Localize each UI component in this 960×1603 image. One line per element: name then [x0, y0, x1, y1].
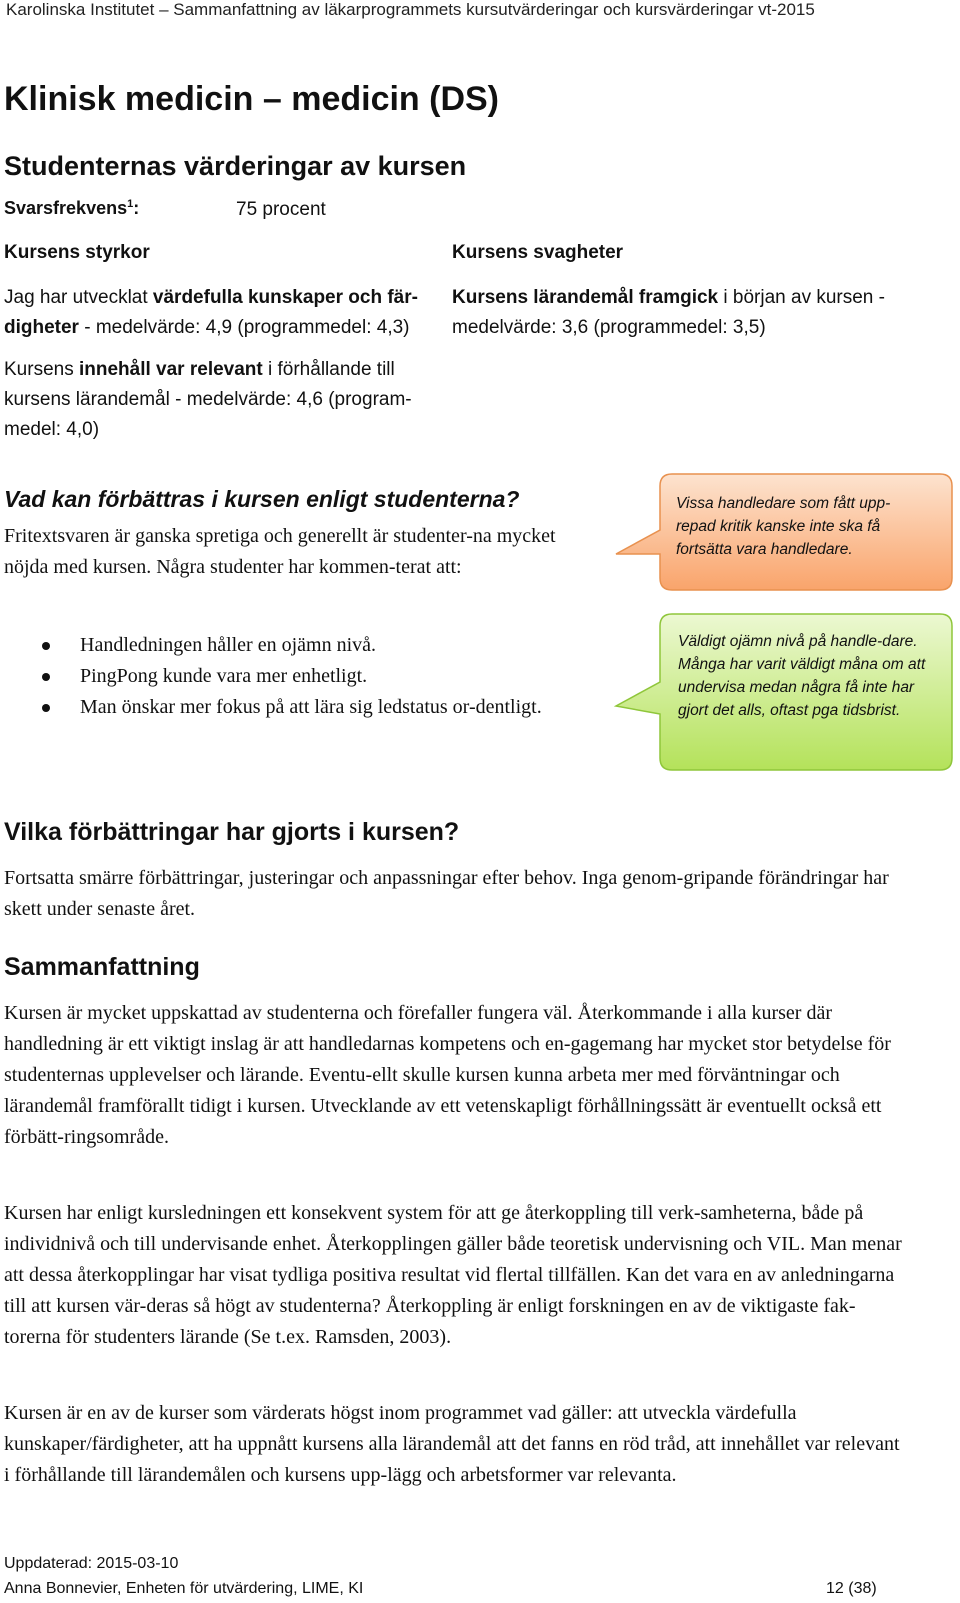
- footer-author: Anna Bonnevier, Enheten för utvärdering, LIME, KI: [4, 1580, 364, 1597]
- callout-quote-orange: [628, 474, 954, 592]
- running-header: Karolinska Institutet – Sammanfattning av läkarprogrammets kursutvärderingar och kursvärderingar vt-2015: [6, 0, 815, 19]
- strength-2-post: i förhållande till kursens lärandemål - medelvärde: 4,6 (program-medel: 4,0): [4, 359, 412, 440]
- response-rate-colon: :: [133, 198, 140, 218]
- weakness-item-learning-goals: [452, 283, 912, 343]
- list-item: [0, 661, 600, 692]
- footer-page-number: 12 (38): [826, 1580, 877, 1597]
- changes-made-text: Fortsatta smärre förbättringar, justeringar och anpassningar efter behov. Inga genom-gripande förändringar har skett under senaste året.: [4, 867, 889, 920]
- strength-item-knowledge: [4, 283, 424, 343]
- strength-1-pre: Jag har utvecklat: [4, 287, 153, 308]
- summary-paragraph: Kursen är mycket uppskattad av studenterna och förefaller fungera väl. Återkommande i alla kurser där handledning är ett viktigt inslag är att handledarnas kompetens och en-gagemang har mycket stor betydelse för studenternas upplevelser och lärande. Eventu-ellt skulle kursen kunna arbeta mer med förväntningar och lärandemål framförallt tidigt i kursen. Utvecklande av ett vetenskapligt förhållningssätt är eventuellt också ett förbätt-ringsområde.: [4, 1002, 891, 1148]
- summary-heading: Sammanfattning: [4, 953, 200, 981]
- bullet-icon: [42, 673, 50, 681]
- list-item-text: Man önskar mer fokus på att lära sig ledstatus or-dentligt.: [80, 696, 542, 718]
- callout-quote-green: [628, 614, 954, 772]
- list-item: [0, 630, 600, 661]
- improvement-question-heading: Vad kan förbättras i kursen enligt studenterna?: [4, 486, 520, 512]
- weakness-1-bold: Kursens lärandemål framgick: [452, 287, 719, 308]
- section-title: Studenternas värderingar av kursen: [4, 151, 467, 181]
- response-rate-label: [4, 198, 139, 219]
- improvement-intro-text: Fritextsvaren är ganska spretiga och generellt är studenter-na mycket nöjda med kursen. Några studenter har kommen-terat att:: [4, 525, 556, 578]
- list-item-text: Handledningen håller en ojämn nivå.: [80, 634, 377, 656]
- weakness-1-post: i början av kursen - medelvärde: 3,6 (programmedel: 3,5): [452, 287, 885, 338]
- bullet-icon: [42, 704, 50, 712]
- list-item-text: PingPong kunde vara mer enhetligt.: [80, 665, 368, 687]
- weaknesses-heading: Kursens svagheter: [452, 242, 624, 263]
- summary-paragraph: Kursen är en av de kurser som värderats högst inom programmet vad gäller: att utveckla värdefulla kunskaper/färdigheter, att ha uppnått kursens alla lärandemål att det fanns en röd tråd, att innehållet var relevant i förhållande till lärandemålen och kursens upp-lägg och arbetsformer var relevanta.: [4, 1402, 900, 1486]
- callout-text: Väldigt ojämn nivå på handle-dare. Många har varit väldigt måna om att undervisa medan några få inte har gjort det alls, oftast pga tidsbrist.: [678, 633, 926, 719]
- strength-2-bold: innehåll var relevant: [78, 359, 263, 380]
- footer-updated-date: Uppdaterad: 2015-03-10: [4, 1555, 179, 1572]
- callout-text: Vissa handledare som fått upp-repad kritik kanske inte ska få fortsätta vara handledare.: [676, 495, 891, 558]
- changes-made-heading: Vilka förbättringar har gjorts i kursen?: [4, 818, 460, 846]
- strength-item-relevance: [4, 355, 424, 445]
- bullet-icon: [42, 642, 50, 650]
- strength-1-bold: värdefulla kunskaper och fär-digheter: [4, 287, 418, 338]
- response-rate-value: 75 procent: [236, 199, 326, 220]
- summary-paragraph: Kursen har enligt kursledningen ett konsekvent system för att ge återkoppling till verk-samheterna, både på individnivå och till undervisande enhet. Återkopplingen gäller både teoretisk undervisning och VIL. Man menar att dessa återkopplingar har visat tydliga positiva resultat vid flertal tillfällen. Kan det vara en av anledningarna till att kursen vär-deras så högt av studenterna? Återkoppling är enligt forskningen en av de viktigaste fak-torerna för studenters lärande (Se t.ex. Ramsden, 2003).: [4, 1202, 902, 1348]
- list-item: [0, 692, 600, 723]
- improvement-list: [0, 630, 600, 723]
- strength-2-pre: Kursens: [4, 359, 79, 380]
- strength-1-post: - medelvärde: 4,9 (programmedel: 4,3): [78, 317, 410, 338]
- response-rate-label-text: Svarsfrekvens: [4, 198, 128, 218]
- footnote-marker: 1: [127, 198, 134, 210]
- strengths-heading: Kursens styrkor: [4, 242, 150, 263]
- course-title: Klinisk medicin – medicin (DS): [4, 80, 500, 118]
